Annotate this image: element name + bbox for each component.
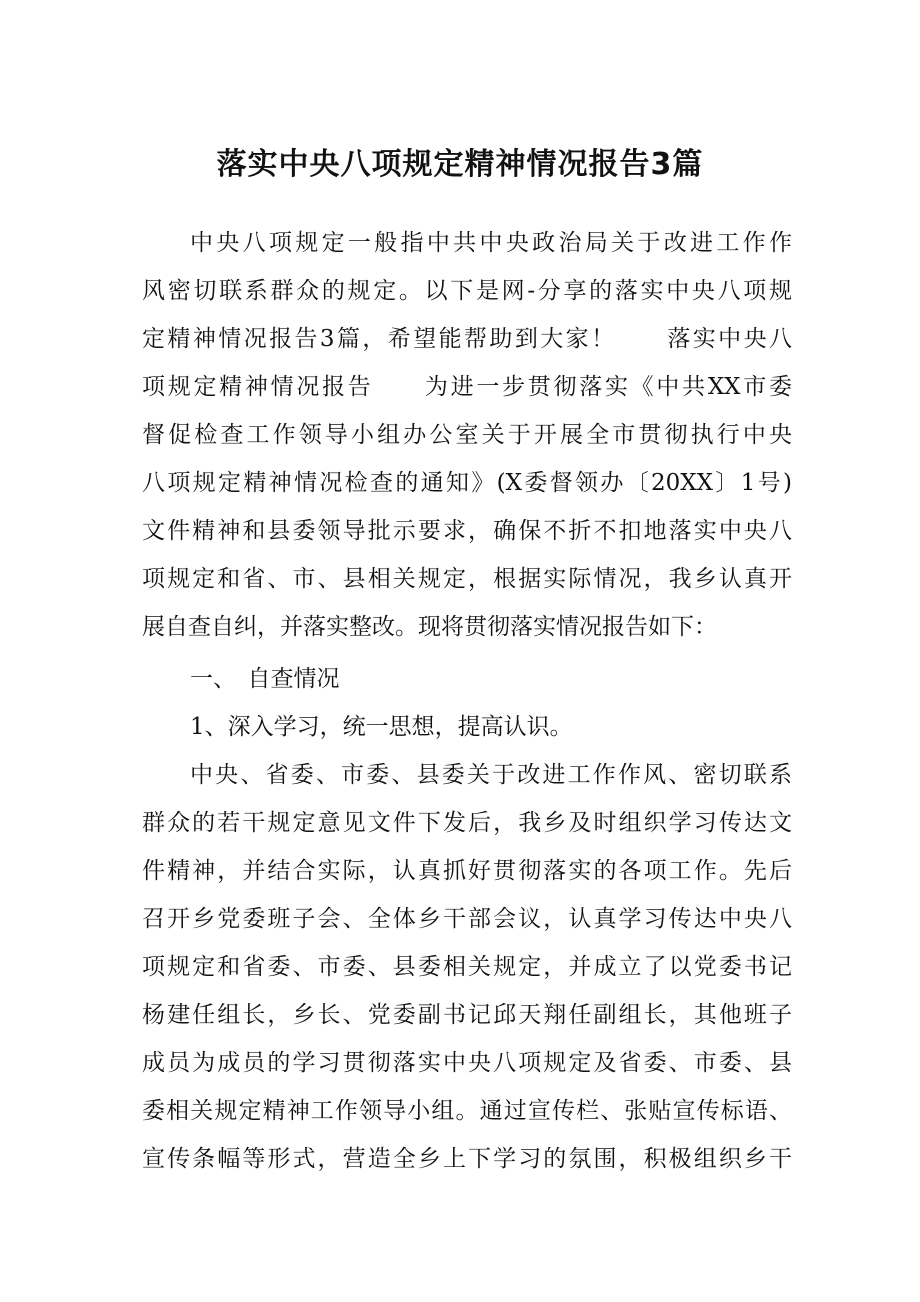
paragraph-line: 群众的若干规定意见文件下发后，我乡及时组织学习传达文 [142,810,792,836]
paragraph-line: 项规定精神情况报告 为进一步贯彻落实《中共XX市委 [142,374,792,400]
paragraph-line: 件精神，并结合实际，认真抓好贯彻落实的各项工作。先后 [142,858,792,884]
paragraph-line: 宣传条幅等形式，营造全乡上下学习的氛围，积极组织乡干 [142,1146,792,1172]
paragraph-line: 文件精神和县委领导批示要求，确保不折不扣地落实中央八 [142,518,792,544]
paragraph-line: 风密切联系群众的规定。以下是网-分享的落实中央八项规 [142,278,792,304]
document-title: 落实中央八项规定精神情况报告3篇 [216,147,704,182]
paragraph-line: 督促检查工作领导小组办公室关于开展全市贯彻执行中央 [142,422,792,448]
section-heading: 一、 自查情况 [190,666,340,692]
paragraph-line: 成员为成员的学习贯彻落实中央八项规定及省委、市委、县 [142,1050,792,1076]
paragraph-line: 定精神情况报告3篇，希望能帮助到大家！ 落实中央八 [142,326,792,352]
paragraph-line: 项规定和省、市、县相关规定，根据实际情况，我乡认真开 [142,566,792,592]
paragraph-line: 委相关规定精神工作领导小组。通过宣传栏、张贴宣传标语、 [142,1098,792,1124]
paragraph-line: 杨建任组长，乡长、党委副书记邱天翔任副组长，其他班子 [142,1002,792,1028]
paragraph-line: 召开乡党委班子会、全体乡干部会议，认真学习传达中央八 [142,906,792,932]
paragraph-line: 项规定和省委、市委、县委相关规定，并成立了以党委书记 [142,954,792,980]
paragraph-line: 中央、省委、市委、县委关于改进工作作风、密切联系 [190,762,792,788]
subsection-heading: 1、深入学习，统一思想，提高认识。 [190,714,573,740]
paragraph-line: 八项规定精神情况检查的通知》(X委督领办〔20XX〕1号) [142,470,792,496]
paragraph-line: 中央八项规定一般指中共中央政治局关于改进工作作 [190,230,792,256]
paragraph-line: 展自查自纠，并落实整改。现将贯彻落实情况报告如下： [142,614,717,640]
